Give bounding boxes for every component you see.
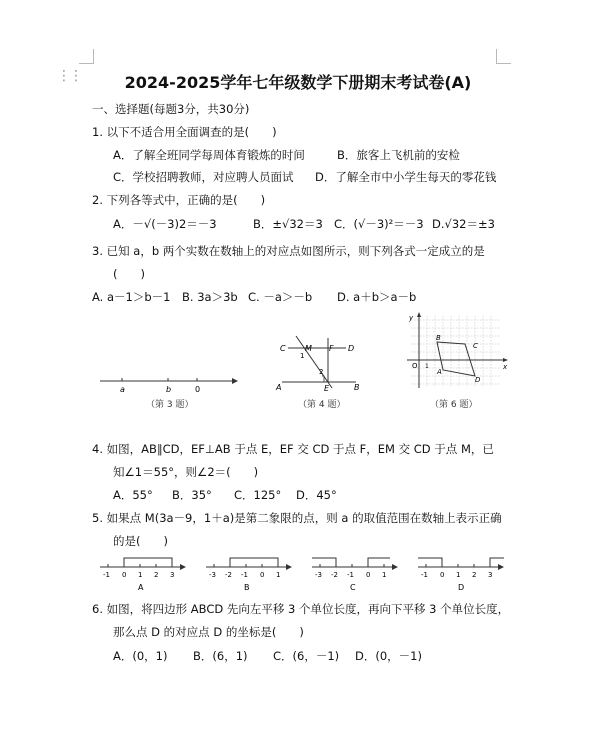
figure-6-coordinate-grid — [403, 312, 509, 392]
q5-option-b-number-line — [204, 553, 292, 593]
margin-corner-mark — [79, 49, 94, 64]
section-heading: 一、选择题(每题3分，共30分) — [92, 102, 250, 116]
q6-option-b: B．(6，1) — [193, 649, 248, 663]
fig3-label-a: a — [120, 385, 125, 394]
q5c-tick: 0 — [366, 571, 371, 579]
fig4-label-d: D — [348, 344, 355, 353]
page-title: 2024-2025学年七年级数学下册期末考试卷(A) — [124, 73, 472, 92]
question-2-stem: 2. 下列各等式中，正确的是( ) — [92, 193, 266, 207]
q5a-tick: -1 — [103, 571, 110, 579]
q5b-tick: 0 — [260, 571, 265, 579]
q6-option-a: A．(0，1) — [113, 649, 168, 663]
q5c-label: C — [350, 583, 356, 592]
fig6-label-1: 1 — [425, 363, 429, 370]
q5c-tick: -3 — [315, 571, 322, 579]
fig4-label-b: B — [354, 383, 360, 392]
fig4-label-m: M — [305, 344, 312, 353]
fig6-label-o: O — [412, 362, 418, 370]
figure-6-caption: （第 6 题） — [430, 400, 478, 410]
fig4-angle-1: 1 — [300, 352, 305, 360]
figure-4-parallel-lines — [274, 330, 366, 392]
fig3-label-0: 0 — [195, 385, 201, 394]
fig6-label-a: A — [437, 368, 442, 376]
question-4-stem: 4. 如图，AB∥CD，EF⊥AB 于点 E，EF 交 CD 于点 F，EM 交 CD 于点 M，已 — [92, 442, 494, 456]
q5d-tick: 0 — [440, 571, 445, 579]
q2-option-b: B．±√32＝3 — [253, 217, 323, 231]
fig4-label-f: F — [329, 344, 334, 353]
q5a-tick: 1 — [138, 571, 143, 579]
question-4-stem-cont: 知∠1＝55°，则∠2＝( ) — [113, 465, 259, 479]
q5-option-d-number-line — [416, 553, 508, 593]
question-3-stem-cont: ( ) — [113, 267, 145, 281]
q5d-tick: 2 — [472, 571, 477, 579]
fig4-label-c: C — [280, 344, 286, 353]
q5-option-a-number-line — [98, 553, 186, 593]
q5c-tick: -1 — [347, 571, 354, 579]
q5a-tick: 3 — [170, 571, 175, 579]
q2-option-a: A．－√(－3)2＝－3 — [113, 217, 217, 231]
fig4-label-e: E — [324, 384, 330, 392]
q4-option-d: D．45° — [296, 488, 337, 502]
question-5-stem: 5. 如果点 M(3a－9，1＋a)是第二象限的点，则 a 的取值范围在数轴上表示正确 — [92, 511, 502, 525]
q5b-tick: -2 — [225, 571, 232, 579]
q6-option-c: C．(6，－1) — [273, 649, 340, 663]
q5a-tick: 2 — [154, 571, 159, 579]
fig6-label-c: C — [473, 342, 478, 350]
q3-option-a: A. a－1＞b－1 — [92, 290, 171, 304]
q4-option-a: A．55° — [113, 488, 153, 502]
q6-option-d: D．(0，－1) — [355, 649, 422, 663]
q5b-tick: 1 — [276, 571, 281, 579]
q1-option-b: B．旅客上飞机前的安检 — [337, 148, 460, 162]
q5d-tick: 3 — [488, 571, 493, 579]
margin-corner-mark — [496, 49, 511, 64]
q1-option-a: A．了解全班同学每周体育锻炼的时间 — [113, 148, 305, 162]
fig3-label-b: b — [166, 385, 172, 394]
q2-option-c: C．(√－3)²＝－3 — [334, 217, 424, 231]
q1-option-d: D．了解全市中小学生每天的零花钱 — [315, 170, 497, 184]
drag-handle-icon[interactable]: ⋮⋮ — [57, 68, 81, 84]
question-1-stem: 1. 以下不适合用全面调查的是( ) — [92, 125, 277, 139]
q5b-label: B — [244, 583, 250, 592]
q5d-tick: -1 — [421, 571, 428, 579]
q4-option-c: C．125° — [234, 488, 282, 502]
q5d-tick: 1 — [456, 571, 461, 579]
figure-3-number-line — [98, 372, 238, 396]
q5-option-c-number-line — [310, 553, 398, 593]
fig6-label-y: y — [409, 314, 414, 322]
q5b-tick: -3 — [209, 571, 216, 579]
q2-option-d: D.√32＝±3 — [432, 217, 495, 231]
q1-option-c: C．学校招聘教师，对应聘人员面试 — [113, 170, 294, 184]
q5d-label: D — [458, 583, 465, 592]
q5a-label: A — [138, 583, 144, 592]
q3-option-c: C. －a＞－b — [248, 290, 313, 304]
fig4-angle-2: 2 — [319, 368, 324, 376]
figure-3-caption: （第 3 题） — [146, 400, 194, 410]
figure-4-caption: （第 4 题） — [298, 400, 346, 410]
question-5-stem-cont: 的是( ) — [113, 534, 168, 548]
q5b-tick: -1 — [241, 571, 248, 579]
q5c-tick: -2 — [331, 571, 338, 579]
fig6-label-b: B — [436, 334, 441, 342]
fig6-label-d: D — [475, 376, 481, 384]
q3-option-d: D. a＋b＞a－b — [337, 290, 417, 304]
q5c-tick: 1 — [382, 571, 387, 579]
question-6-stem: 6. 如图，将四边形 ABCD 先向左平移 3 个单位长度，再向下平移 3 个单位长度， — [92, 602, 510, 616]
q4-option-b: B．35° — [172, 488, 212, 502]
question-3-stem: 3. 已知 a，b 两个实数在数轴上的对应点如图所示，则下列各式一定成立的是 — [92, 244, 485, 258]
question-6-stem-cont: 那么点 D 的对应点 D 的坐标是( ) — [113, 625, 304, 639]
q5a-tick: 0 — [122, 571, 127, 579]
q3-option-b: B. 3a＞3b — [182, 290, 238, 304]
fig6-label-x: x — [503, 363, 508, 371]
fig4-label-a: A — [276, 383, 282, 392]
